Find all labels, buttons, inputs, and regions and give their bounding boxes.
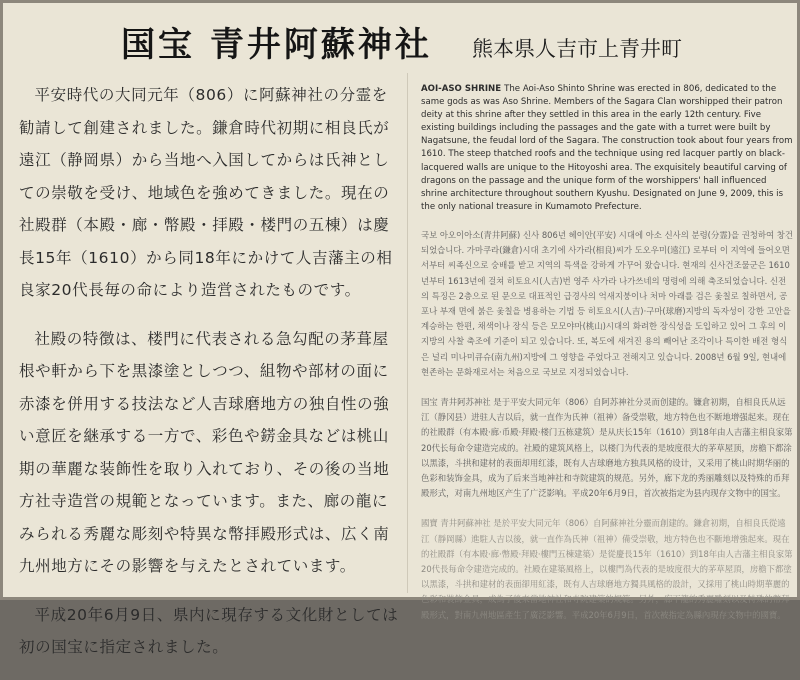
sign-location: 熊本県人吉市上青井町 (472, 37, 682, 61)
japanese-paragraph-2: 社殿の特徴は、楼門に代表される急勾配の茅葺屋根や軒から下を黒漆塗としつつ、組物や部材の面に赤漆を併用する技法など人吉球磨地方の独自性の強い意匠を継承する一方で、彩色や錺金具などは桃山期の華麗な装飾性を取り入れており、その後の当地方社寺造営の規範となっています。また、廊の龍にみられる秀麗な彫刻や特異な幣拝殿形式は、広く南九州地方にその影響を与えたとされています。 (19, 329, 390, 575)
japanese-paragraph-3: 平成20年6月9日、県内に現存する文化財としては初の国宝に指定されました。 (19, 605, 399, 656)
japanese-paragraph-1: 平安時代の大同元年（806）に阿蘇神社の分霊を勧請して創建されました。鎌倉時代初期に相良氏が遠江（静岡県）から当地へ入国してからは氏神としての崇敬を受け、地域色を強めてきました。現在の社殿群（本殿・廊・幣殿・拝殿・楼門の五棟）は慶長15年（1610）から同18年にかけて人吉藩主の相良家20代長毎の命により造営されたものです。 (19, 86, 393, 299)
sign-title: 国宝 青井阿蘇神社 (121, 25, 432, 65)
translations-column (421, 83, 793, 638)
english-body: The Aoi-Aso Shinto Shrine was erected in 806, dedicated to the same gods as was Aso Shrine. Members of the Sagara Clan worshipped their patron deity at this shrine after they settled in this area in the early 12th century. Five existing buildings including the passages and the gate with a turret were built by Nagatsune, the feudal lord of the Sagara. The construction took about four years from 1610. The steep thatched roofs and the technique using red lacquer partly on black-lacquered walls are unique to the Hitoyoshi area. The exquisitely beautiful carving of dragons on the passage and the unique form of the worshippers' hall influenced shrine architecture throughout southern Kyushu. Designated on June 9, 2009, this is the only national treasure in Kumamoto Prefecture. (421, 84, 793, 212)
english-heading: AOI-ASO SHRINE (421, 84, 505, 94)
column-divider (407, 73, 408, 593)
korean-text: 국보 아오이아소(青井阿蘇) 신사 806년 헤이안(平安) 시대에 아소 신사의 분령(分霊)을 권청하여 창건 되었습니다. 가마쿠라(鎌倉)시대 초기에 사가라(相良)씨가 도오우미(遠江) 로부터 이 지역에 들어오면서부터 씨족신으로 숭배를 받고 지역의 특색을 강하게 가꾸어 왔습니다. 현재의 신사건조물군은 1610년부터 1613년에 걸쳐 히토요시(人吉)번 영주 사가라 나가쓰네의 명령에 의해 축조되었습니다. 신전의 특징은 2층으로 된 문으로 대표적인 급경사의 억새지붕이나 처마 아래를 검은 옻칠로 칠하면서, 공포나 부재 면에 붉은 옻칠을 병용하는 기법 등 히토요시(人吉)·구마(球磨)지방의 독자성이 강한 고안을 계승하는 한편, 채색이나 장식 등은 모모야마(桃山)시대의 화려한 장식성을 도입하고 있어 그 후의 이 지방의 사찰 축조에 기준이 되고 있습니다. 또, 복도에 새겨진 용의 빼어난 조각이나 특이한 배전 형식은 널리 미나미큐슈(南九州)지방에 그 영향을 주었다고 전해지고 있습니다. 2008년 6월 9일, 현내에 현존하는 문화재로서는 처음으로 국보로 지정되었습니다. (421, 229, 793, 377)
title-bar (3, 3, 800, 67)
chinese-simplified-text: 国宝 青井阿苏神社 是于平安大同元年（806）自阿苏神社分灵而创建的。镰倉初期，自相良氏从远江（静冈县）进驻人吉以后，就一直作为氏神（祖神）备受崇敬，地方特色也不断地增强起来。现在的社殿群（有本殿·廊·币殿·拜殿·楼门五栋建筑）是从庆长15年（1610）到18年由人吉藩主相良家第20代长每命令建造完成的。社殿的建筑风格上，以楼门为代表的是坡度很大的茅草屋顶，房檐下都涂以黑漆，斗拱和建材的表面却用红漆，既有人吉球磨地方独具风格的设计，又采用了桃山时期华丽的色彩和装饰金具，成为了后来当地神社和寺院建筑的规范。另外，廊下龙的秀丽雕刻以及特殊的币拜殿形式，对南九州地区产生了广泛影响。平成20年6月9日，首次被指定为县内现存文物中的国宝。 (421, 396, 793, 499)
chinese-traditional-text: 國寶 青井阿蘇神社 是於平安大同元年（806）自阿蘇神社分靈而創建的。鎌倉初期，自相良氏從遠江（靜岡縣）進駐人吉以後，就一直作為氏神（祖神）備受崇敬，地方特色也不斷地增強起來。現在的社殿群（有本殿·廊·幣殿·拜殿·樓門五棟建築）是從慶長15年（1610）到18年由人吉藩主相良家第20代長每命令建造完成的。社殿在建築風格上，以樓門為代表的是坡度很大的茅草屋頂，房檐下都塗以黑漆，斗拱和建材的表面卻用紅漆，既有人吉球磨地方獨具風格的設計，又採用了桃山時期華麗的色彩和裝飾金具，成為了後來當地神社和寺院建築的規範。另外，廊下龍的秀麗雕刻以及特殊的幣拜殿形式，對南九州地區產生了廣泛影響。平成20年6月9日，首次被指定為縣內現存文物中的國寶。 (421, 518, 793, 620)
japanese-text (19, 79, 401, 680)
english-text (421, 83, 793, 214)
